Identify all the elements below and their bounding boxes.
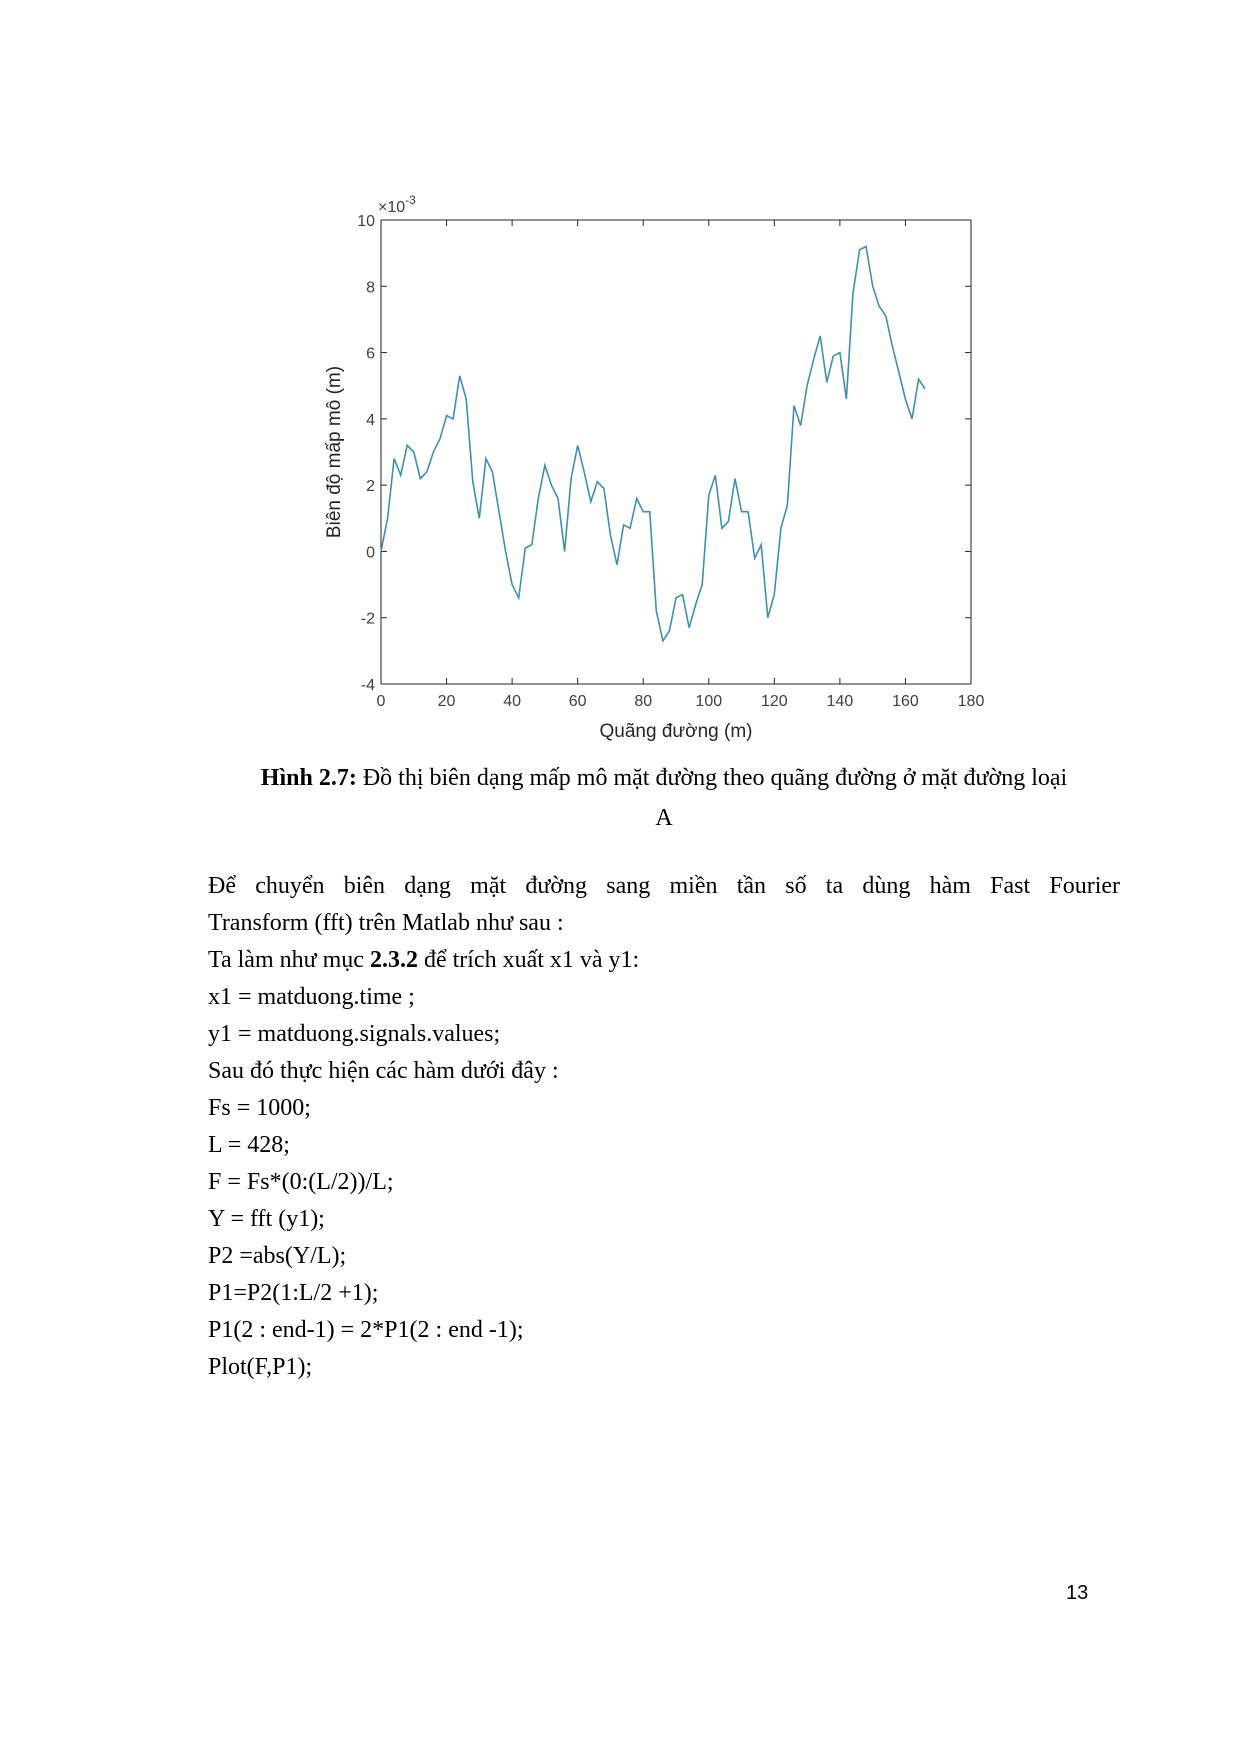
paragraph-line: Ta làm như mục 2.3.2 để trích xuất x1 và y1: [208,947,640,973]
x-tick-label: 120 [760,693,788,710]
x-tick-label: 40 [503,693,522,710]
x-tick-label: 80 [634,693,653,710]
body-text [208,868,1120,1386]
y-tick-label: 0 [366,544,375,562]
paragraph-line: Để chuyển biên dạng mặt đường sang miền tần số ta dùng hàm Fast Fourier [208,873,1120,899]
code-line: x1 = matduong.time ; [208,984,415,1010]
x-tick-label: 160 [892,693,919,710]
y-tick-label: 6 [366,345,375,363]
x-tick-label: 140 [826,693,854,710]
y-tick-label: -4 [360,677,375,694]
figure-caption [208,758,1120,838]
code-line: Fs = 1000; [208,1095,311,1121]
y-tick-label: -2 [360,610,375,628]
x-tick-label: 60 [568,693,587,710]
axis-ticks [357,213,984,710]
code-line: y1 = matduong.signals.values; [208,1021,501,1047]
x-tick-label: 100 [695,693,723,710]
y-tick-label: 2 [366,478,375,496]
x-tick-label: 0 [376,693,386,710]
y-axis-exponent: $\times 10^{-3}$ [378,193,416,216]
x-axis-label: Quãng đường (m) [599,721,753,742]
section-ref: 2.3.2 [369,947,418,973]
y-tick-label: 4 [366,411,375,429]
y-tick-label: 8 [366,279,375,297]
road-profile-chart [320,190,1000,745]
plot-frame [381,220,971,684]
y-tick-label: 10 [357,213,375,230]
y-axis-label: Biên độ mấp mô (m) [324,365,345,539]
code-line: Y = fft (y1); [208,1206,325,1232]
caption-continuation: A [655,805,673,831]
code-line: P1=P2(1:L/2 +1); [208,1280,379,1306]
code-line: P2 =abs(Y/L); [208,1243,347,1269]
caption-text: Đồ thị biên dạng mấp mô mặt đường theo quãng đường ở mặt đường loại [362,765,1068,791]
series-line [381,247,925,641]
code-line: L = 428; [208,1132,290,1158]
code-line: Plot(F,P1); [208,1354,313,1380]
caption-label: Hình 2.7: [260,765,357,791]
x-tick-label: 20 [437,693,456,710]
code-line: F = Fs*(0:(L/2))/L; [208,1169,394,1195]
paragraph-line: Sau đó thực hiện các hàm dưới đây : [208,1058,559,1084]
code-line: P1(2 : end-1) = 2*P1(2 : end -1); [208,1317,524,1343]
x-tick-label: 180 [957,693,985,710]
paragraph-line: Transform (fft) trên Matlab như sau : [208,910,564,936]
page-number: 13 [1066,1582,1089,1604]
